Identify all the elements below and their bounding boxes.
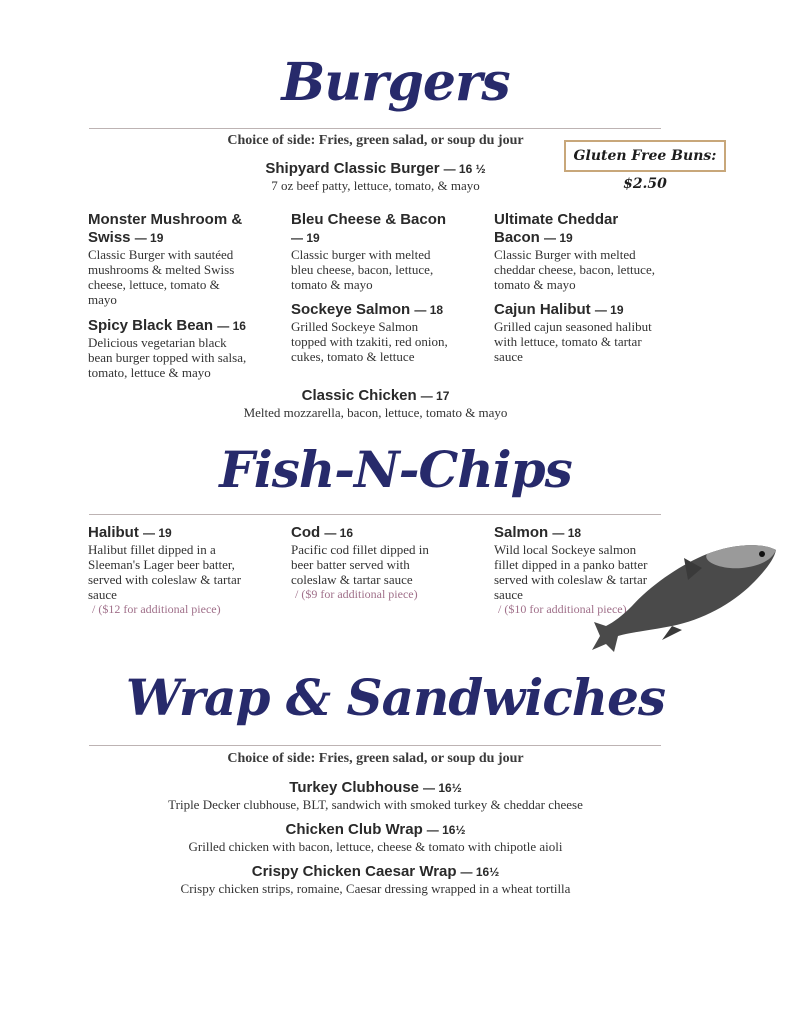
item-name: Salmon [494, 524, 549, 541]
item-description: Classic burger with melted bleu cheese, bacon, lettuce, tomato & mayo [291, 247, 434, 292]
additional-piece-price: / ($10 for additional piece) [498, 602, 627, 616]
item-price: — 16 ½ [443, 162, 486, 176]
item-price: — 16 [324, 526, 354, 540]
fish-title: Fish-N-Chips [219, 440, 572, 499]
wraps-title: Wrap & Sandwiches [125, 668, 666, 727]
item-name: Monster Mushroom & Swiss [88, 211, 243, 246]
item-description: Classic Burger with melted cheddar cheese, bacon, lettuce, tomato & mayo [494, 247, 655, 292]
menu-item-chicken-club-wrap [0, 821, 751, 854]
menu-item-crispy-chicken-caesar [0, 863, 751, 896]
item-price: — 16½ [426, 823, 466, 837]
item-price: — 18 [552, 526, 582, 540]
item-description: Crispy chicken strips, romaine, Caesar dressing wrapped in a wheat tortilla [180, 881, 571, 896]
item-price: — 19 [134, 231, 164, 245]
item-name: Spicy Black Bean [88, 317, 214, 334]
item-price: — 19 [544, 231, 573, 245]
item-name: Turkey Clubhouse [289, 779, 420, 796]
section-divider [89, 128, 661, 129]
item-description: Halibut fillet dipped in a Sleeman's Lager beer batter, served with coleslaw & tartar sauce [88, 542, 242, 602]
side-choice-note: Choice of side: Fries, green salad, or soup du jour [227, 751, 524, 766]
menu-item-bleu-cheese-bacon [291, 211, 453, 292]
additional-piece-price: / ($9 for additional piece) [295, 587, 418, 601]
additional-piece-price: / ($12 for additional piece) [92, 602, 221, 616]
gluten-free-note: Gluten Free Buns: $2.50 [564, 140, 726, 172]
menu-item-cajun-halibut [494, 301, 656, 364]
item-name: Cod [291, 524, 321, 541]
menu-item-shipyard-classic [0, 160, 751, 193]
item-description: 7 oz beef patty, lettuce, tomato, & mayo [271, 178, 480, 193]
item-name: Ultimate Cheddar Bacon [494, 211, 619, 246]
menu-item-classic-chicken [0, 387, 751, 420]
section-divider [89, 514, 661, 515]
item-price: — 19 [291, 231, 320, 245]
item-price: — 19 [143, 526, 172, 540]
item-price: — 19 [594, 303, 624, 317]
menu-item-halibut [88, 524, 250, 617]
item-price: — 16 [217, 319, 246, 333]
item-price: — 16½ [460, 865, 500, 879]
item-description: Grilled chicken with bacon, lettuce, cheese & tomato with chipotle aioli [188, 839, 563, 854]
side-choice-note: Choice of side: Fries, green salad, or soup du jour [227, 133, 524, 148]
item-name: Bleu Cheese & Bacon [291, 211, 447, 228]
item-description: Grilled cajun seasoned halibut with lettuce, tomato & tartar sauce [494, 319, 652, 364]
item-description: Grilled Sockeye Salmon topped with tzakiti, red onion, cukes, tomato & lettuce [291, 319, 448, 364]
fish-illustration [592, 540, 778, 662]
burgers-title: Burgers [281, 52, 510, 113]
menu-item-turkey-clubhouse [0, 779, 751, 812]
item-name: Classic Chicken [301, 387, 417, 404]
item-description: Delicious vegetarian black bean burger topped with salsa, tomato, lettuce & mayo [88, 335, 247, 380]
menu-item-sockeye-salmon [291, 301, 453, 364]
item-price: — 16½ [423, 781, 462, 795]
menu-item-cod [291, 524, 453, 602]
item-name: Sockeye Salmon [291, 301, 411, 318]
item-description: Pacific cod fillet dipped in beer batter served with coleslaw & tartar sauce [291, 542, 429, 587]
item-description: Wild local Sockeye salmon fillet dipped in a panko batter served with coleslaw & tartar sauce [494, 542, 648, 602]
menu-item-spicy-black-bean [88, 317, 250, 380]
item-price: — 17 [420, 389, 450, 403]
item-description: Melted mozzarella, bacon, lettuce, tomato & mayo [243, 405, 508, 420]
item-name: Halibut [88, 524, 139, 541]
item-name: Crispy Chicken Caesar Wrap [251, 863, 457, 880]
item-description: Classic Burger with sautéed mushrooms & melted Swiss cheese, lettuce, tomato & mayo [88, 247, 235, 307]
menu-item-monster-mushroom [88, 211, 250, 307]
item-description: Triple Decker clubhouse, BLT, sandwich with smoked turkey & cheddar cheese [168, 797, 583, 812]
menu-item-ultimate-cheddar [494, 211, 656, 292]
item-name: Shipyard Classic Burger [265, 160, 440, 177]
item-name: Cajun Halibut [494, 301, 591, 318]
item-name: Chicken Club Wrap [285, 821, 423, 838]
section-divider [89, 745, 661, 746]
item-price: — 18 [414, 303, 444, 317]
